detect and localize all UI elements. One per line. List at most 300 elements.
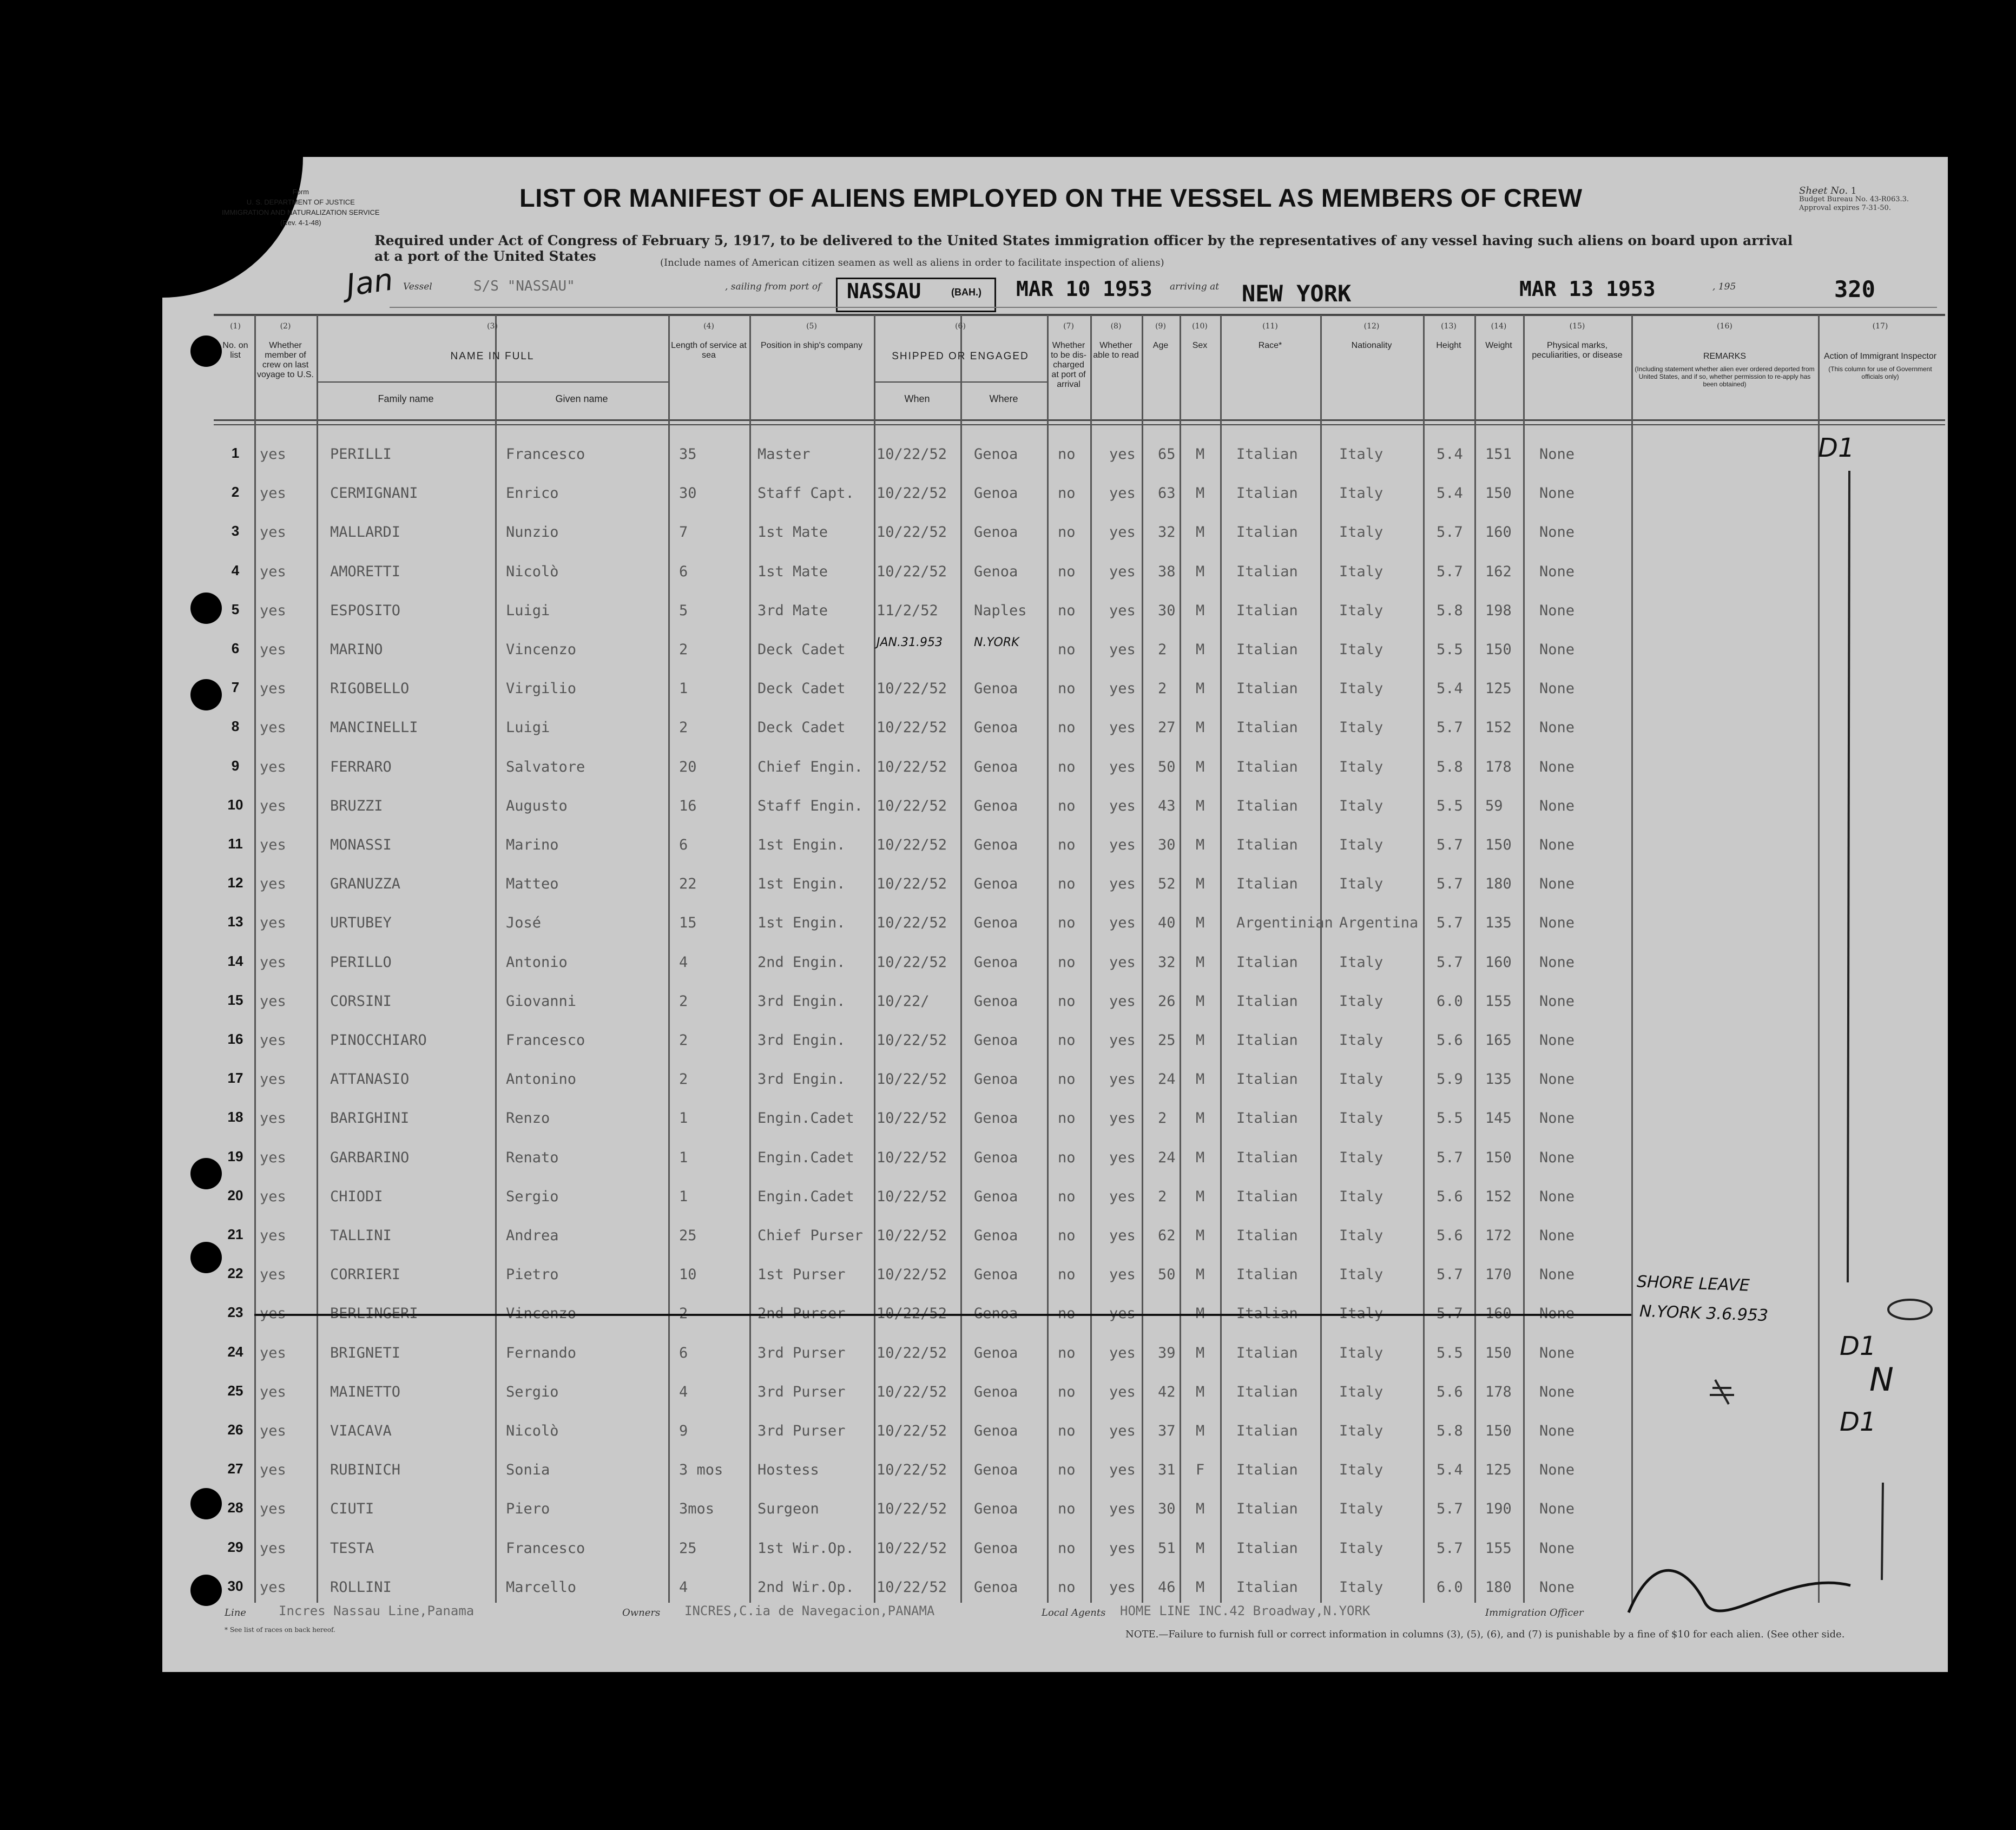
cell-nationality: Italy [1339, 524, 1383, 541]
cell-height: 5.4 [1437, 485, 1463, 502]
cell-nationality: Italy [1339, 641, 1383, 658]
cell-weight: 170 [1485, 1266, 1512, 1283]
cell-discharged: no [1058, 485, 1076, 502]
cell-where: Genoa [974, 837, 1018, 853]
cell-nationality: Italy [1339, 1539, 1383, 1557]
cell-discharged: no [1058, 914, 1076, 932]
subnote: (Include names of American citizen seamen as well as aliens in order to facilitate inspection of aliens) [660, 257, 1164, 268]
cell-read: yes [1109, 1539, 1136, 1557]
cell-height: 5.8 [1437, 758, 1463, 775]
cell-family: BRUZZI [330, 797, 383, 814]
cell-marks: None [1539, 1423, 1575, 1439]
column-number: (3) [487, 322, 498, 331]
cell-family: PERILLO [330, 953, 392, 971]
column-number: (10) [1192, 322, 1208, 331]
cell-service: 4 [679, 953, 688, 971]
cell-discharged: no [1058, 1578, 1076, 1596]
cell-family: MALLARDI [330, 524, 401, 541]
row-number: 1 [231, 445, 240, 461]
cell-when: 10/22/52 [877, 680, 947, 697]
cell-race: Italian [1236, 797, 1298, 814]
cell-sex: M [1196, 1383, 1205, 1400]
cell-age: 2 [1158, 641, 1167, 658]
cell-given: Marcello [506, 1578, 577, 1596]
row-number: 20 [227, 1187, 243, 1203]
cell-position: Engin.Cadet [757, 1188, 854, 1205]
cell-where: Genoa [974, 524, 1018, 541]
cell-read: yes [1109, 758, 1136, 775]
row-number: 3 [231, 523, 240, 539]
cell-discharged: no [1058, 641, 1076, 658]
cell-nationality: Italy [1339, 1266, 1383, 1283]
cell-marks: None [1539, 1188, 1575, 1205]
cell-read: yes [1109, 875, 1136, 893]
cell-marks: None [1539, 914, 1575, 932]
cell-age: 2 [1158, 680, 1167, 697]
cell-where: Genoa [974, 914, 1018, 932]
cell-age: 24 [1158, 1071, 1176, 1088]
cell-race: Italian [1236, 446, 1298, 463]
cell-given: Antonio [506, 953, 568, 971]
cell-position: Deck Cadet [757, 641, 846, 658]
cell-where: Genoa [974, 992, 1018, 1010]
cell-prev: yes [260, 797, 286, 814]
cell-service: 1 [679, 1188, 688, 1205]
cell-race: Italian [1236, 1032, 1298, 1049]
cell-height: 5.4 [1437, 446, 1463, 463]
cell-when: 10/22/52 [877, 1071, 947, 1088]
cell-weight: 172 [1485, 1227, 1512, 1244]
cell-marks: None [1539, 837, 1575, 853]
cell-service: 4 [679, 1578, 688, 1596]
cell-position: 1st Mate [757, 524, 828, 541]
cell-nationality: Italy [1339, 1188, 1383, 1205]
line-value: Incres Nassau Line,Panama [279, 1603, 475, 1618]
cell-prev: yes [260, 1578, 286, 1596]
cell-read: yes [1109, 1032, 1136, 1049]
cell-discharged: no [1058, 837, 1076, 853]
row-number: 10 [227, 796, 243, 813]
cell-sex: M [1196, 797, 1205, 814]
cell-sex: M [1196, 1149, 1205, 1166]
cell-service: 6 [679, 837, 688, 853]
column-number: (14) [1491, 322, 1507, 331]
column-number: (2) [280, 322, 291, 331]
cell-weight: 152 [1485, 719, 1512, 736]
cell-prev: yes [260, 1227, 286, 1244]
cell-sex: M [1196, 914, 1205, 932]
cell-age: 2 [1158, 1110, 1167, 1127]
cell-weight: 198 [1485, 602, 1512, 619]
cell-weight: 135 [1485, 1071, 1512, 1088]
handwritten-mark: Jan [344, 262, 396, 304]
cell-where: N.YORK [974, 636, 1019, 649]
cell-family: CHIODI [330, 1188, 383, 1205]
cell-family: TALLINI [330, 1227, 392, 1244]
cell-age: 27 [1158, 719, 1176, 736]
arrival-date: MAR 13 1953 [1519, 277, 1656, 301]
column-number: (1) [230, 322, 241, 331]
cell-service: 20 [679, 758, 697, 775]
cell-prev: yes [260, 485, 286, 502]
cell-prev: yes [260, 1032, 286, 1049]
cell-service: 30 [679, 485, 697, 502]
cell-sex: M [1196, 837, 1205, 853]
cell-height: 5.6 [1437, 1188, 1463, 1205]
cell-age: 65 [1158, 446, 1176, 463]
cell-sex: F [1196, 1462, 1205, 1479]
column-subheader: When [904, 393, 930, 404]
cell-age: 50 [1158, 758, 1176, 775]
cell-where: Genoa [974, 758, 1018, 775]
cell-position: 3rd Purser [757, 1383, 846, 1400]
cell-where: Genoa [974, 1423, 1018, 1439]
cell-height: 5.7 [1437, 719, 1463, 736]
cell-sex: M [1196, 1188, 1205, 1205]
row-number: 5 [231, 601, 240, 617]
cell-given: Nunzio [506, 524, 559, 541]
cell-sex: M [1196, 1266, 1205, 1283]
cell-discharged: no [1058, 1462, 1076, 1479]
row-number: 25 [227, 1382, 243, 1399]
row-number: 18 [227, 1109, 243, 1125]
cell-height: 5.7 [1437, 524, 1463, 541]
row-number: 30 [227, 1577, 243, 1594]
cell-prev: yes [260, 914, 286, 932]
cell-family: ROLLINI [330, 1578, 392, 1596]
column-header: Race* [1258, 341, 1282, 350]
cell-weight: 151 [1485, 446, 1512, 463]
cell-position: 3rd Mate [757, 602, 828, 619]
cell-prev: yes [260, 1188, 286, 1205]
cell-when: 10/22/52 [877, 1383, 947, 1400]
sheet-number: 1 [1850, 186, 1857, 196]
cell-marks: None [1539, 1149, 1575, 1166]
column-header: Whether member of crew on last voyage to U.S. [257, 341, 314, 379]
cell-race: Italian [1236, 1383, 1298, 1400]
cell-age: 2 [1158, 1188, 1167, 1205]
department: U. S. DEPARTMENT OF JUSTICE [246, 198, 355, 206]
cell-prev: yes [260, 1383, 286, 1400]
cell-read: yes [1109, 524, 1136, 541]
cell-sex: M [1196, 875, 1205, 893]
row-number: 14 [227, 952, 243, 969]
cell-where: Genoa [974, 875, 1018, 893]
cell-nationality: Italy [1339, 1032, 1383, 1049]
cell-family: ESPOSITO [330, 602, 401, 619]
cell-nationality: Italy [1339, 1500, 1383, 1518]
cell-given: Francesco [506, 1539, 585, 1557]
cell-marks: None [1539, 563, 1575, 580]
cell-family: PERILLI [330, 446, 392, 463]
cell-service: 3 mos [679, 1462, 723, 1479]
cell-family: GRANUZZA [330, 875, 401, 893]
cell-age: 37 [1158, 1423, 1176, 1439]
cell-when: 10/22/52 [877, 1227, 947, 1244]
cell-marks: None [1539, 1032, 1575, 1049]
cell-when: 10/22/52 [877, 1032, 947, 1049]
cell-family: RIGOBELLO [330, 680, 410, 697]
cell-race: Italian [1236, 1539, 1298, 1557]
revision: (Rev. 4-1-48) [280, 219, 321, 227]
remark-shore-leave: SHORE LEAVE [1636, 1272, 1750, 1295]
cell-race: Italian [1236, 602, 1298, 619]
cell-where: Genoa [974, 1110, 1018, 1127]
cell-height: 5.7 [1437, 875, 1463, 893]
line-label: Line [225, 1607, 246, 1618]
column-header: REMARKS [1703, 352, 1747, 361]
cell-when: 10/22/52 [877, 875, 947, 893]
cell-height: 6.0 [1437, 992, 1463, 1010]
port-note: (BAH.) [951, 287, 981, 298]
cell-height: 5.7 [1437, 914, 1463, 932]
cell-service: 16 [679, 797, 697, 814]
cell-nationality: Italy [1339, 1227, 1383, 1244]
cell-height: 5.4 [1437, 1462, 1463, 1479]
cell-height: 5.9 [1437, 1071, 1463, 1088]
cell-position: Staff Engin. [757, 797, 864, 814]
column-subheader: Given name [555, 393, 608, 404]
cell-height: 5.5 [1437, 1110, 1463, 1127]
cell-service: 15 [679, 914, 697, 932]
cell-age: 38 [1158, 563, 1176, 580]
cell-position: 2nd Engin. [757, 953, 846, 971]
column-number: (7) [1063, 322, 1074, 331]
column-number: (16) [1717, 322, 1732, 331]
cell-sex: M [1196, 1110, 1205, 1127]
cell-family: CERMIGNANI [330, 485, 418, 502]
cell-where: Genoa [974, 563, 1018, 580]
cell-read: yes [1109, 446, 1136, 463]
inspector-action-d1: D1 [1840, 1331, 1876, 1361]
cell-family: CORRIERI [330, 1266, 401, 1283]
cell-nationality: Argentina [1339, 914, 1419, 932]
cell-service: 9 [679, 1423, 688, 1439]
cell-height: 5.7 [1437, 1500, 1463, 1518]
cell-family: CORSINI [330, 992, 392, 1010]
column-number: (15) [1569, 322, 1585, 331]
cell-prev: yes [260, 641, 286, 658]
cell-read: yes [1109, 1462, 1136, 1479]
cell-when: 10/22/52 [877, 524, 947, 541]
cell-given: Virgilio [506, 680, 577, 697]
cell-service: 25 [679, 1227, 697, 1244]
cell-discharged: no [1058, 563, 1076, 580]
inspector-action-n: N [1869, 1361, 1894, 1399]
cell-discharged: no [1058, 1110, 1076, 1127]
cell-race: Italian [1236, 680, 1298, 697]
cell-read: yes [1109, 1227, 1136, 1244]
cell-height: 5.7 [1437, 1266, 1463, 1283]
cell-position: Surgeon [757, 1500, 819, 1518]
cell-where: Genoa [974, 1500, 1018, 1518]
cell-service: 6 [679, 563, 688, 580]
cell-weight: 135 [1485, 914, 1512, 932]
cell-prev: yes [260, 953, 286, 971]
vessel-label: Vessel [403, 281, 432, 292]
cell-weight: 178 [1485, 758, 1512, 775]
cell-prev: yes [260, 563, 286, 580]
cell-nationality: Italy [1339, 1383, 1383, 1400]
cell-discharged: no [1058, 602, 1076, 619]
row-number: 24 [227, 1343, 243, 1360]
column-header: SHIPPED OR ENGAGED [892, 351, 1029, 362]
cell-nationality: Italy [1339, 953, 1383, 971]
cell-sex: M [1196, 1032, 1205, 1049]
cell-race: Italian [1236, 1227, 1298, 1244]
cell-discharged: no [1058, 1227, 1076, 1244]
cell-read: yes [1109, 641, 1136, 658]
column-subheader: Family name [378, 393, 434, 404]
cell-nationality: Italy [1339, 563, 1383, 580]
cell-race: Italian [1236, 1188, 1298, 1205]
cell-nationality: Italy [1339, 1344, 1383, 1361]
cell-marks: None [1539, 992, 1575, 1010]
cell-position: 3rd Engin. [757, 992, 846, 1010]
footer-note: NOTE.—Failure to furnish full or correct information in columns (3), (5), (6), and (7) is punishable by a fine of $10 for each alien. (See other side. [1125, 1629, 1845, 1640]
subtitle: Required under Act of Congress of February 5, 1917, to be delivered to the United States immigration officer by the representatives of any vessel having such aliens on board upon arrival at a port of the United States [374, 233, 1793, 264]
budget-bureau: Budget Bureau No. 43-R063.3. [1799, 195, 1909, 203]
cell-given: Enrico [506, 485, 559, 502]
column-number: (13) [1441, 322, 1457, 331]
cell-discharged: no [1058, 875, 1076, 893]
cell-height: 5.4 [1437, 680, 1463, 697]
cell-given: Vincenzo [506, 641, 577, 658]
cell-marks: None [1539, 1266, 1575, 1283]
cell-weight: 160 [1485, 953, 1512, 971]
cell-marks: None [1539, 1227, 1575, 1244]
sailing-label: , sailing from port of [725, 281, 821, 292]
cell-service: 7 [679, 524, 688, 541]
cell-discharged: no [1058, 1071, 1076, 1088]
cell-nationality: Italy [1339, 446, 1383, 463]
column-subnote: (This column for use of Government officials only) [1828, 365, 1932, 380]
cell-where: Genoa [974, 1032, 1018, 1049]
cell-marks: None [1539, 1578, 1575, 1596]
cell-read: yes [1109, 1500, 1136, 1518]
cell-marks: None [1539, 524, 1575, 541]
cell-race: Italian [1236, 641, 1298, 658]
cell-service: 5 [679, 602, 688, 619]
cell-weight: 178 [1485, 1383, 1512, 1400]
cell-read: yes [1109, 914, 1136, 932]
cell-weight: 150 [1485, 837, 1512, 853]
arrival-port: NEW YORK [1242, 280, 1352, 307]
cell-race: Italian [1236, 1149, 1298, 1166]
cell-discharged: no [1058, 1266, 1076, 1283]
cell-weight: 165 [1485, 1032, 1512, 1049]
cell-read: yes [1109, 563, 1136, 580]
cell-given: Sergio [506, 1383, 559, 1400]
cell-position: Staff Capt. [757, 485, 854, 502]
cell-prev: yes [260, 446, 286, 463]
cell-family: MANCINELLI [330, 719, 418, 736]
cell-position: Hostess [757, 1462, 819, 1479]
cell-when: 10/22/52 [877, 719, 947, 736]
column-number: (11) [1262, 322, 1278, 331]
cell-prev: yes [260, 758, 286, 775]
cell-position: 3rd Engin. [757, 1071, 846, 1088]
column-number: (17) [1872, 322, 1888, 331]
cell-race: Italian [1236, 563, 1298, 580]
cell-read: yes [1109, 1110, 1136, 1127]
cell-when: JAN.31.953 [877, 636, 943, 649]
cell-nationality: Italy [1339, 758, 1383, 775]
cell-race: Italian [1236, 719, 1298, 736]
cell-family: MARINO [330, 641, 383, 658]
cell-read: yes [1109, 1423, 1136, 1439]
cell-race: Italian [1236, 485, 1298, 502]
cell-nationality: Italy [1339, 1149, 1383, 1166]
cell-marks: None [1539, 641, 1575, 658]
cell-where: Genoa [974, 1071, 1018, 1088]
cell-family: FERRARO [330, 758, 392, 775]
cell-age: 50 [1158, 1266, 1176, 1283]
cell-when: 10/22/52 [877, 1149, 947, 1166]
cell-family: RUBINICH [330, 1462, 401, 1479]
row-number: 15 [227, 991, 243, 1008]
cell-given: Renzo [506, 1110, 550, 1127]
row-number: 23 [227, 1304, 243, 1321]
cell-marks: None [1539, 797, 1575, 814]
cell-given: Francesco [506, 446, 585, 463]
agents-value: HOME LINE INC.42 Broadway,N.YORK [1120, 1603, 1371, 1618]
cell-marks: None [1539, 602, 1575, 619]
cell-weight: 150 [1485, 1149, 1512, 1166]
cell-where: Genoa [974, 1188, 1018, 1205]
column-number: (8) [1110, 322, 1122, 331]
cell-sex: M [1196, 758, 1205, 775]
cell-race: Italian [1236, 524, 1298, 541]
cell-where: Genoa [974, 1149, 1018, 1166]
cell-sex: M [1196, 524, 1205, 541]
cell-prev: yes [260, 1266, 286, 1283]
sheet-label: Sheet No. [1799, 185, 1848, 196]
column-number: (6) [955, 322, 966, 331]
cell-prev: yes [260, 1344, 286, 1361]
cell-age: 31 [1158, 1462, 1176, 1479]
cell-service: 4 [679, 1383, 688, 1400]
cell-nationality: Italy [1339, 485, 1383, 502]
cell-sex: M [1196, 953, 1205, 971]
column-header: Length of service at sea [671, 341, 747, 360]
cell-when: 10/22/52 [877, 1344, 947, 1361]
column-number: (4) [703, 322, 714, 331]
cell-race: Italian [1236, 953, 1298, 971]
cell-prev: yes [260, 875, 286, 893]
cell-discharged: no [1058, 1383, 1076, 1400]
cell-when: 10/22/52 [877, 1266, 947, 1283]
cell-age: 62 [1158, 1227, 1176, 1244]
cell-given: Renato [506, 1149, 559, 1166]
column-number: (5) [806, 322, 817, 331]
cell-marks: None [1539, 1383, 1575, 1400]
cell-weight: 190 [1485, 1500, 1512, 1518]
departure-port: NASSAU [847, 279, 921, 303]
cell-family: PINOCCHIARO [330, 1032, 427, 1049]
cell-read: yes [1109, 719, 1136, 736]
cell-discharged: no [1058, 1188, 1076, 1205]
cell-when: 11/2/52 [877, 602, 938, 619]
cell-given: Augusto [506, 797, 568, 814]
cell-given: Matteo [506, 875, 559, 893]
cell-service: 2 [679, 641, 688, 658]
cell-family: CIUTI [330, 1500, 374, 1518]
cell-age: 30 [1158, 602, 1176, 619]
cell-discharged: no [1058, 1539, 1076, 1557]
cell-age: 30 [1158, 837, 1176, 853]
cell-weight: 162 [1485, 563, 1512, 580]
